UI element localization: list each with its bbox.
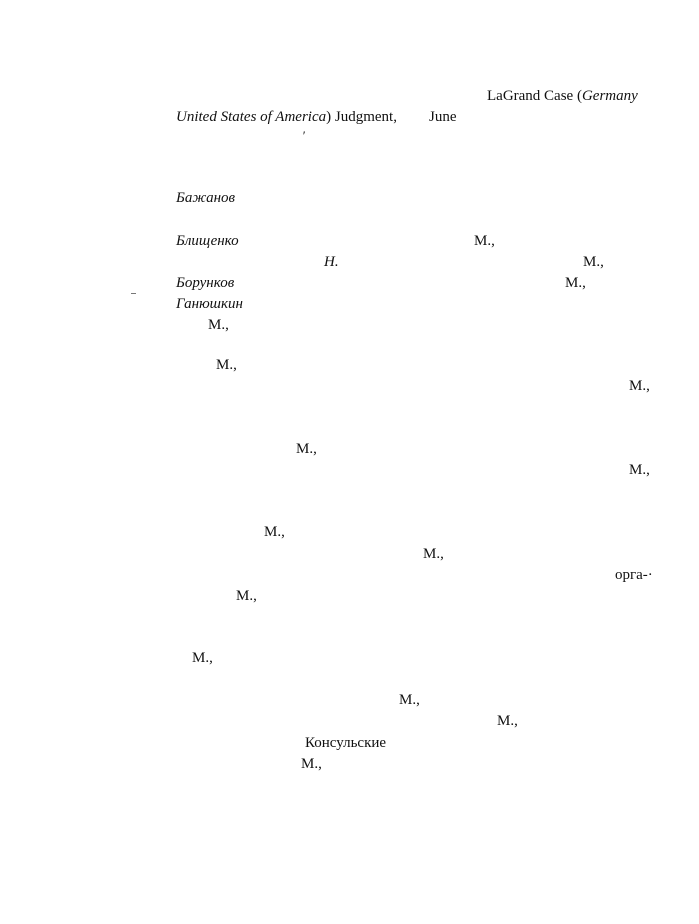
konsulskie-text: Консульские [305, 735, 387, 751]
author-blishchenko: Блищенко [176, 233, 239, 249]
city-moscow-11: М., [236, 588, 257, 604]
margin-dash [131, 293, 136, 294]
author-borunkov: Борунков [176, 275, 235, 291]
orga-fragment: орга-· [615, 567, 653, 583]
germany-text: Germany [581, 88, 638, 104]
june-text: June [429, 109, 457, 125]
initial-n: Н. [324, 254, 339, 270]
city-moscow-13: М., [399, 692, 420, 708]
city-moscow-12: М., [192, 650, 213, 666]
city-moscow-10: М., [423, 546, 444, 562]
lagrand-case-text: LaGrand Case (Germany [487, 88, 638, 104]
city-moscow-3: М., [565, 275, 586, 291]
city-moscow-7: М., [296, 441, 317, 457]
author-bazhanov: Бажанов [176, 190, 236, 206]
city-moscow-2: М., [583, 254, 604, 270]
city-moscow-6: М., [629, 378, 650, 394]
author-ganyushkin: Ганюшкин [176, 296, 243, 312]
city-moscow-1: М., [474, 233, 495, 249]
judgment-text: ) Judgment, [326, 109, 397, 125]
city-moscow-5: М., [216, 357, 237, 373]
city-moscow-8: М., [629, 462, 650, 478]
tick-mark: ′ [302, 128, 305, 143]
usa-text: United States of America [176, 109, 327, 125]
usa-judgment-line [176, 108, 397, 126]
city-moscow-14: М., [497, 713, 518, 729]
city-moscow-9: М., [264, 524, 285, 540]
city-moscow-15: М., [301, 756, 322, 772]
city-moscow-4: М., [208, 317, 229, 333]
